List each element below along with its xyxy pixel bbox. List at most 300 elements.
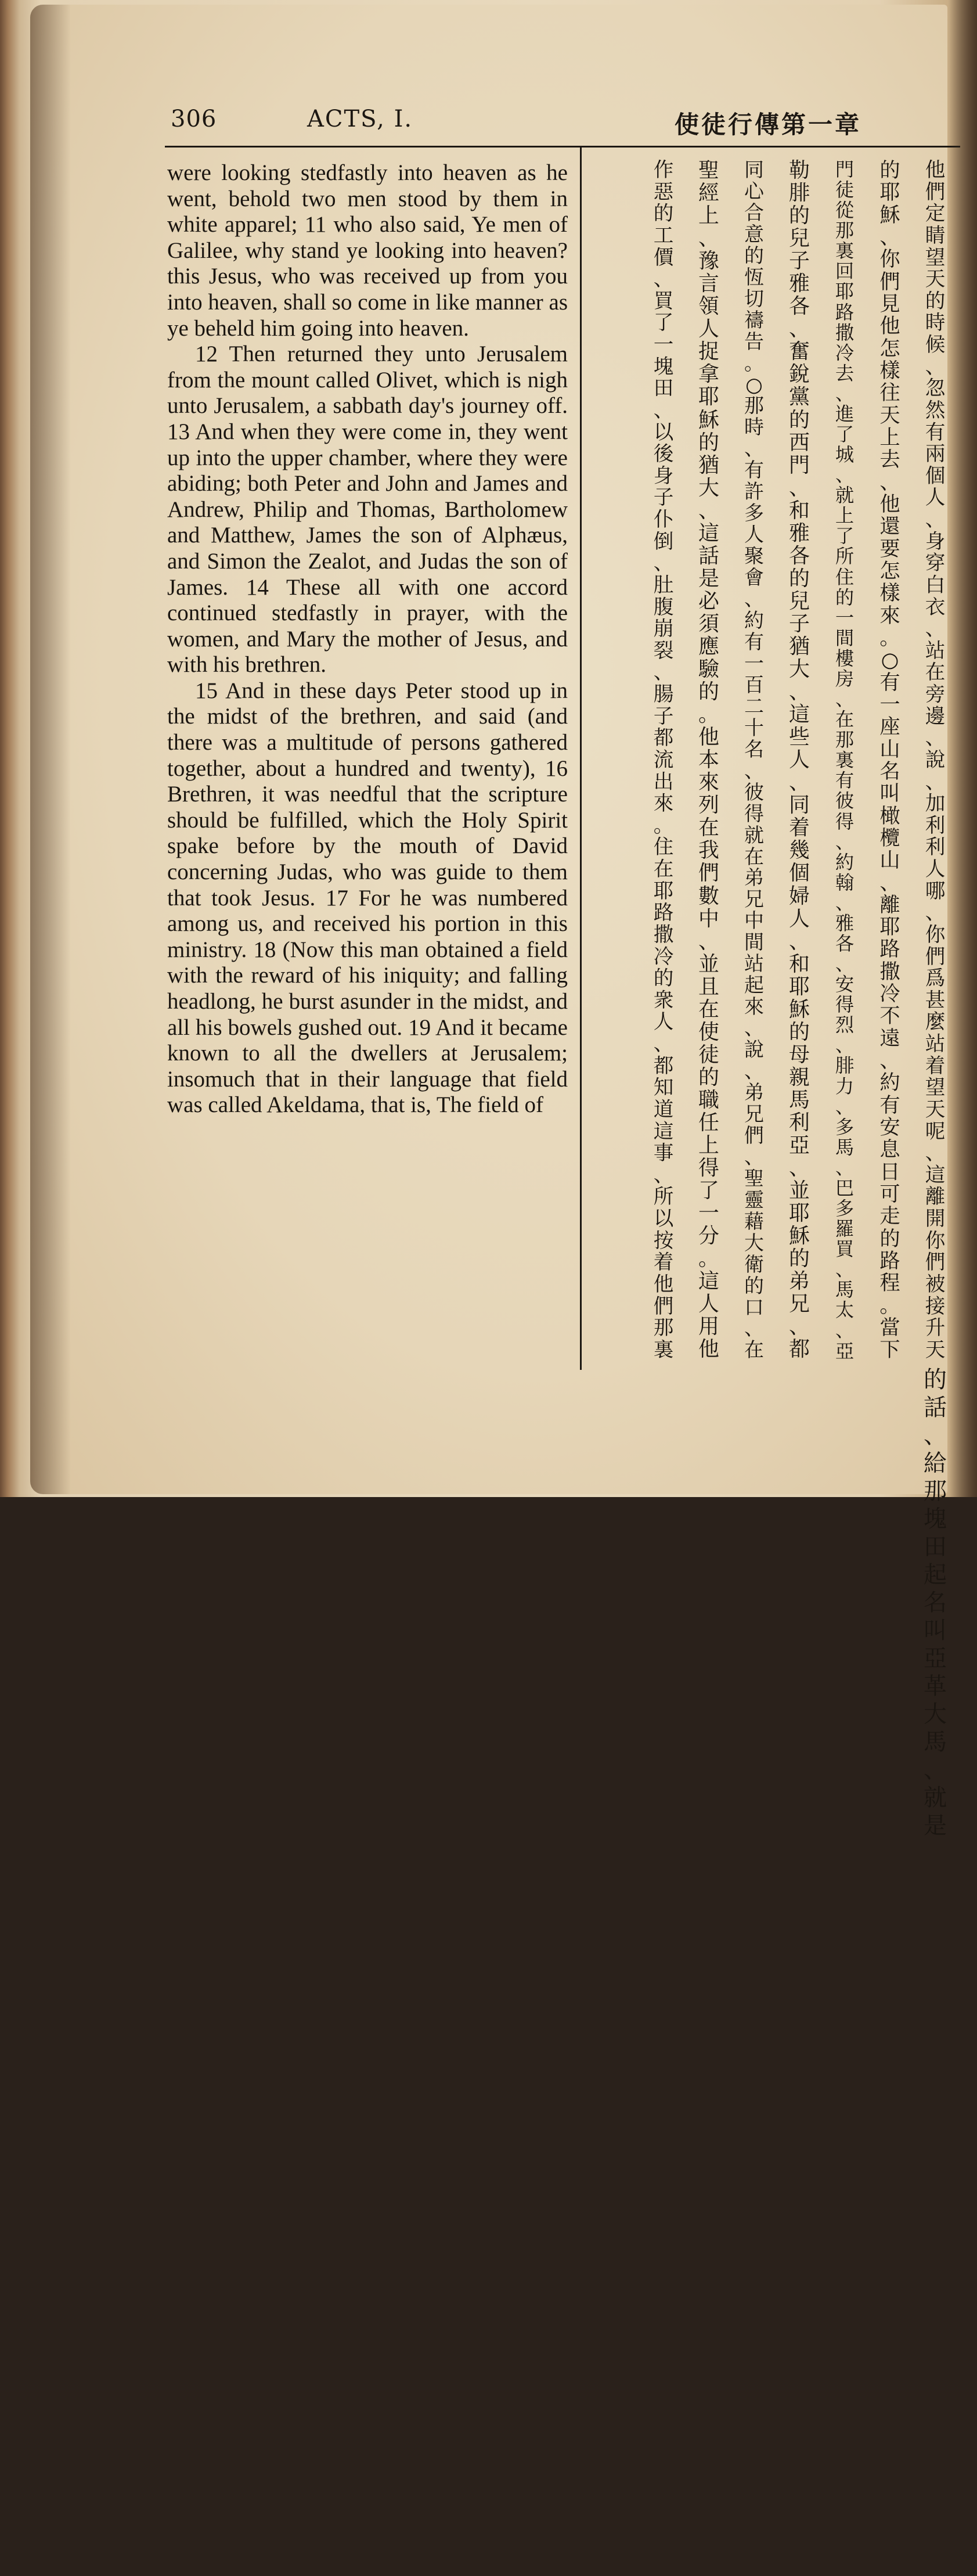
- chinese-char: 、: [835, 1034, 855, 1057]
- chinese-char: 睛: [925, 224, 946, 247]
- chinese-char: 大: [924, 1701, 947, 1728]
- chinese-char: 兩: [925, 442, 946, 466]
- chinese-char: 站: [925, 639, 946, 663]
- chinese-char: 穌: [698, 408, 719, 432]
- chinese-char: 、: [925, 726, 946, 750]
- chinese-char: 和: [789, 952, 810, 976]
- chinese-char: 回: [835, 260, 855, 283]
- chinese-char: 。: [698, 703, 719, 727]
- chinese-char: 程: [879, 1271, 900, 1296]
- chinese-char: 道: [653, 1098, 674, 1121]
- chinese-char: 的: [879, 1226, 900, 1251]
- chinese-char: 在: [744, 845, 764, 869]
- chinese-char: 話: [698, 544, 719, 568]
- chinese-char: 多: [835, 1197, 855, 1219]
- chinese-char: 雅: [789, 272, 810, 296]
- chinese-char: 撒: [835, 321, 855, 344]
- chinese-char: 升: [925, 1316, 946, 1340]
- chinese-char: 、: [789, 680, 810, 704]
- chinese-char: 在: [698, 816, 719, 840]
- chinese-char: 出: [653, 770, 674, 794]
- chinese-char: 裂: [653, 639, 674, 663]
- chinese-char: 、: [879, 225, 900, 249]
- chinese-char: 接: [925, 1294, 946, 1318]
- chinese-char: 路: [879, 937, 900, 962]
- chinese-char: 母: [789, 1042, 810, 1067]
- chinese-char: 怎: [879, 336, 900, 361]
- chinese-char: 裏: [835, 240, 855, 262]
- chinese-char: 都: [653, 726, 674, 750]
- chinese-char: 、: [835, 464, 855, 487]
- chinese-char: 冷: [653, 945, 674, 969]
- chinese-char: 的: [789, 204, 810, 228]
- chinese-char: 、: [879, 1049, 900, 1073]
- chinese-char: 身: [925, 530, 946, 553]
- chinese-char: 上: [698, 204, 719, 228]
- chinese-char: 西: [789, 430, 810, 455]
- chinese-char: 話: [924, 1394, 947, 1421]
- chinese-char: 在: [835, 708, 855, 731]
- chinese-char: 耶: [879, 915, 900, 940]
- chinese-char: 。: [879, 1293, 900, 1318]
- chinese-char: 田: [924, 1534, 947, 1560]
- chinese-char: 數: [698, 884, 719, 908]
- chinese-char: 切: [744, 287, 764, 311]
- chinese-char: 樣: [879, 358, 900, 383]
- chinese-char: 叫: [924, 1617, 947, 1644]
- page-edge-shadow: [949, 0, 977, 1497]
- chinese-char: 進: [835, 402, 855, 425]
- chinese-char: 多: [744, 502, 764, 526]
- chinese-char: 藉: [744, 1210, 764, 1233]
- chinese-char: 耶: [789, 974, 810, 999]
- chinese-char: 衆: [653, 988, 674, 1012]
- chinese-char: 人: [789, 906, 810, 931]
- chinese-char: 時: [925, 311, 946, 335]
- chinese-char: 合: [744, 201, 764, 225]
- chinese-char: 座: [879, 715, 900, 739]
- chinese-char: 任: [698, 1110, 719, 1135]
- chinese-char: 起: [744, 974, 764, 998]
- chinese-char: 弟: [789, 1269, 810, 1294]
- chinese-char: 告: [744, 330, 764, 354]
- chinese-char: 奮: [789, 340, 810, 364]
- chinese-char: 上: [698, 1134, 719, 1158]
- chinese-char: 撒: [879, 959, 900, 984]
- chinese-char: 他: [698, 725, 719, 750]
- chinese-char: 人: [925, 486, 946, 510]
- chinese-char: 間: [744, 931, 764, 955]
- chinese-char: 爲: [925, 967, 946, 991]
- chinese-char: 起: [924, 1562, 947, 1588]
- chinese-char: 捉: [698, 340, 719, 364]
- chinese-char: 這: [789, 703, 810, 727]
- chinese-char: 徒: [698, 1042, 719, 1067]
- chinese-char: 巴: [835, 1177, 855, 1199]
- chinese-char: 兄: [744, 1102, 764, 1126]
- chinese-char: 以: [653, 420, 674, 444]
- chinese-char: 十: [744, 716, 764, 740]
- chinese-char: 、: [744, 1017, 764, 1041]
- chinese-char: 遠: [879, 1026, 900, 1050]
- chinese-char: 是: [698, 566, 719, 591]
- chinese-char: 邊: [925, 704, 946, 728]
- chinese-char: 且: [698, 974, 719, 999]
- chinese-char: 們: [925, 180, 946, 204]
- chinese-char: 作: [653, 159, 674, 182]
- chinese-char: 耶: [789, 1201, 810, 1226]
- chinese-char: 應: [698, 634, 719, 659]
- chinese-char: 得: [698, 1156, 719, 1181]
- chinese-char: 本: [698, 748, 719, 772]
- page: [30, 5, 947, 1839]
- chinese-char: 經: [698, 181, 719, 206]
- chinese-char: 上: [879, 425, 900, 449]
- chinese-char: 羅: [835, 1218, 855, 1240]
- chinese-char: 、: [744, 1145, 764, 1169]
- chinese-char: 你: [925, 1229, 946, 1253]
- chinese-char: 有: [744, 459, 764, 483]
- chinese-char: 黨: [789, 385, 810, 409]
- chinese-char: 、: [925, 770, 946, 794]
- chinese-char: 大: [744, 1231, 764, 1255]
- chinese-char: 冷: [879, 982, 900, 1006]
- english-paragraph: 12 Then returned they unto Jerusalem from the mount called Olivet, which is nigh unto Jerusalem, a sabbath day's journey off. 13 And when they were come in, they went up into the upper chamber, where they were abiding; both Peter and John and James and Andrew, Philip and Thomas, Bartholomew and Matthew, James the son of Alphæus, and Simon the Zealot, and Judas the son of James. 14 These all with one accord continued stedfastly in prayer, with the women, and Mary the mother of Jesus, and with his brethren.: [167, 341, 568, 678]
- chinese-char: ○: [745, 373, 763, 397]
- chinese-char: 那: [653, 1316, 674, 1340]
- chinese-char: 在: [653, 858, 674, 881]
- chinese-char: 兒: [789, 589, 810, 613]
- chinese-char: 那: [835, 220, 855, 242]
- chinese-char: 兄: [789, 1292, 810, 1316]
- chinese-char: 百: [744, 673, 764, 697]
- chinese-char: 雅: [789, 521, 810, 545]
- chinese-char: 來: [653, 792, 674, 816]
- header-rule: [165, 146, 960, 147]
- chinese-char: 的: [698, 430, 719, 455]
- chinese-char: 、: [653, 398, 674, 422]
- chinese-char: 了: [835, 423, 855, 446]
- chinese-char: 人: [925, 858, 946, 881]
- chinese-char: 恆: [744, 265, 764, 289]
- chinese-char: 、: [744, 1317, 764, 1341]
- chinese-char: 身: [653, 464, 674, 488]
- chinese-char: 事: [653, 1142, 674, 1165]
- chinese-char: 的: [789, 408, 810, 432]
- chinese-char: 得: [835, 810, 855, 833]
- chinese-char: 拿: [698, 362, 719, 387]
- chinese-char: 耶: [698, 385, 719, 409]
- chinese-char: 工: [653, 224, 674, 247]
- chinese-char: 來: [879, 603, 900, 628]
- chinese-char: 穌: [789, 997, 810, 1021]
- chinese-char: 利: [925, 814, 946, 837]
- chinese-char: 、: [925, 1142, 946, 1165]
- chinese-char: 後: [653, 442, 674, 466]
- chinese-text-column: [593, 159, 953, 1839]
- chinese-char: 從: [835, 199, 855, 222]
- chinese-char: 、: [789, 317, 810, 341]
- chinese-char: 聖: [744, 1167, 764, 1190]
- chinese-char: 猶: [698, 453, 719, 477]
- spine-shadow: [30, 5, 71, 1494]
- chinese-char: 、: [653, 552, 674, 575]
- chinese-char: 、: [835, 1156, 855, 1179]
- chinese-char: 們: [925, 1251, 946, 1275]
- chinese-char: 名: [879, 759, 900, 783]
- chinese-char: 有: [744, 630, 764, 654]
- chinese-char: 倒: [653, 530, 674, 553]
- chinese-char: 穌: [879, 203, 900, 227]
- chinese-char: 約: [744, 609, 764, 633]
- chinese-char: 了: [698, 1179, 719, 1203]
- chinese-char: 、: [879, 470, 900, 494]
- chinese-char: 撒: [653, 923, 674, 947]
- chinese-char: 路: [835, 301, 855, 323]
- chinese-char: 幾: [789, 839, 810, 863]
- chinese-char: 亞: [835, 1340, 855, 1362]
- chinese-char: 子: [653, 486, 674, 510]
- chinese-char: 流: [653, 748, 674, 772]
- chinese-char: 忽: [925, 377, 946, 401]
- chinese-char: 路: [653, 901, 674, 925]
- chinese-char: 們: [744, 1124, 764, 1147]
- chinese-char: 領: [698, 294, 719, 319]
- chinese-char: 衛: [744, 1253, 764, 1276]
- chinese-char: 。: [879, 625, 900, 650]
- chinese-char: 們: [698, 861, 719, 886]
- chinese-char: 、: [879, 870, 900, 895]
- chinese-char: 、: [744, 759, 764, 783]
- chinese-char: 人: [698, 317, 719, 341]
- chinese-char: 必: [698, 589, 719, 613]
- chinese-char: 耶: [653, 879, 674, 903]
- chinese-char: 許: [744, 480, 764, 504]
- chinese-char: 、: [698, 226, 719, 251]
- chinese-char: 中: [744, 909, 764, 933]
- chinese-char: 所: [653, 1185, 674, 1209]
- chinese-char: 開: [925, 1207, 946, 1231]
- chinese-char: 可: [879, 1182, 900, 1207]
- chinese-char: 約: [879, 1071, 900, 1095]
- chinese-char: 站: [744, 952, 764, 976]
- chinese-char: 、: [835, 1258, 855, 1281]
- chinese-char: 、: [924, 1422, 947, 1449]
- chinese-char: 天: [925, 268, 946, 292]
- chinese-char: 呢: [925, 1120, 946, 1143]
- chinese-char: 翰: [835, 871, 855, 894]
- chinese-char: 、: [925, 901, 946, 925]
- chinese-char: 安: [879, 1116, 900, 1140]
- chinese-char: 住: [835, 566, 855, 588]
- chinese-char: 意: [744, 222, 764, 246]
- chinese-char: 見: [879, 292, 900, 316]
- page-number: 306: [171, 106, 217, 132]
- chinese-char: 、: [925, 617, 946, 641]
- chinese-char: 會: [744, 566, 764, 590]
- chinese-char: 有: [835, 769, 855, 792]
- chinese-char: 。: [698, 1247, 719, 1271]
- chinese-char: 馬: [789, 1088, 810, 1112]
- chinese-char: 樓: [835, 647, 855, 670]
- chinese-char: 聖: [698, 159, 719, 182]
- chinese-char: 各: [789, 544, 810, 568]
- chinese-char: 被: [925, 1272, 946, 1296]
- chinese-char: 革: [924, 1673, 947, 1700]
- chinese-char: 烈: [835, 1014, 855, 1037]
- chinese-char: 、: [925, 508, 946, 531]
- chinese-char: 這: [698, 521, 719, 545]
- chinese-char: 、: [835, 1095, 855, 1118]
- chinese-char: 塊: [653, 355, 674, 379]
- chinese-char: 崩: [653, 617, 674, 641]
- chinese-char: 都: [789, 1337, 810, 1362]
- chinese-char: 當: [879, 1316, 900, 1340]
- chinese-char: 了: [835, 525, 855, 548]
- chinese-char: 都: [653, 1054, 674, 1078]
- chinese-char: 子: [653, 704, 674, 728]
- chinese-char: 耶: [835, 280, 855, 303]
- chinese-char: 、: [744, 437, 764, 461]
- english-paragraph: were looking stedfastly into heaven as he went, behold two men stood by them in white apparel; 11 who also said, Ye men of Galilee, why stand ye looking into heaven? this Jesus, who was received up from you into heaven, shall so come in like manner as ye beheld him going into heaven.: [167, 160, 568, 341]
- chinese-char: 利: [789, 1110, 810, 1135]
- chinese-char: 中: [698, 906, 719, 931]
- chinese-char: 來: [744, 995, 764, 1019]
- chinese-char: 價: [653, 246, 674, 269]
- chinese-char: 房: [835, 667, 855, 690]
- chinese-char: 的: [924, 1366, 947, 1393]
- chinese-char: 安: [835, 973, 855, 996]
- chinese-char: 裏: [835, 749, 855, 772]
- chinese-char: 一: [698, 1201, 719, 1226]
- chinese-char: 亞: [924, 1645, 947, 1672]
- chinese-char: 去: [835, 362, 855, 384]
- chinese-char: 你: [879, 247, 900, 272]
- chinese-char: 他: [653, 1272, 674, 1296]
- chinese-char: 在: [925, 661, 946, 685]
- chinese-char: 須: [698, 611, 719, 636]
- chinese-char: 人: [789, 748, 810, 772]
- chinese-char: 往: [879, 381, 900, 405]
- chinese-char: 穿: [925, 552, 946, 575]
- chinese-char: 約: [835, 851, 855, 873]
- chinese-char: 在: [744, 1339, 764, 1362]
- chinese-char: 人: [653, 1010, 674, 1034]
- chinese-char: 一: [835, 606, 855, 629]
- chinese-char: 兒: [789, 226, 810, 251]
- chinese-char: 上: [835, 505, 855, 527]
- chinese-char: 、: [835, 382, 855, 405]
- chinese-char: 買: [835, 1238, 855, 1261]
- chinese-char: 望: [925, 1076, 946, 1100]
- chinese-char: 欖: [879, 826, 900, 850]
- chinese-char: 給: [924, 1450, 947, 1477]
- page-header: [30, 5, 947, 144]
- chinese-char: 太: [835, 1299, 855, 1322]
- chinese-char: 豫: [698, 249, 719, 274]
- chinese-char: 着: [925, 1054, 946, 1078]
- chinese-char: 叫: [879, 782, 900, 806]
- chinese-char: 按: [653, 1229, 674, 1253]
- chinese-char: 知: [653, 1076, 674, 1100]
- english-paragraph: 15 And in these days Peter stood up in the midst of the brethren, and said (and there was a multitude of persons gathered together, about a hundred and twenty), 16 Brethren, it was needful that the scripture should be fulfilled, which the Holy Spirit spake before by the mouth of David concerning Judas, who was guide to them that took Jesus. 17 For he was numbered among us, and received his portion in this ministry. 18 (Now this man obtained a field with the reward of his iniquity; and falling headlong, he burst asunder in the midst, and all his bowels gushed out. 19 And it became known to all the dwellers at Jerusalem; insomuch that in their language that field was called Akeldama, that is, The field of: [167, 678, 568, 1118]
- chinese-char: 勒: [789, 159, 810, 182]
- chinese-char: 仆: [653, 508, 674, 531]
- chinese-char: 說: [925, 748, 946, 772]
- chinese-char: 有: [879, 1093, 900, 1117]
- chinese-line: [827, 160, 863, 1368]
- chinese-char: 橄: [879, 804, 900, 828]
- chinese-char: 彼: [744, 780, 764, 804]
- chinese-char: 穌: [789, 1224, 810, 1249]
- chinese-char: 站: [925, 1032, 946, 1056]
- chinese-line: [691, 160, 727, 1368]
- chinese-char: 驗: [698, 657, 719, 682]
- chinese-char: 要: [879, 537, 900, 561]
- chinese-char: 衣: [925, 595, 946, 619]
- chinese-char: 子: [789, 611, 810, 636]
- chinese-char: 、: [653, 661, 674, 685]
- chinese-char: 那: [924, 1478, 947, 1505]
- chinese-char: 他: [879, 492, 900, 516]
- chinese-char: 的: [698, 680, 719, 704]
- chinese-char: 同: [789, 793, 810, 818]
- chinese-line: [646, 160, 682, 1368]
- chinese-char: 去: [879, 448, 900, 472]
- chinese-char: 職: [698, 1088, 719, 1112]
- chinese-char: 息: [879, 1138, 900, 1162]
- chinese-char: 名: [744, 737, 764, 761]
- chinese-char: 彼: [835, 790, 855, 812]
- chinese-char: 親: [789, 1065, 810, 1089]
- chinese-char: 們: [925, 945, 946, 969]
- chinese-char: 個: [925, 464, 946, 488]
- chinese-char: 的: [879, 159, 900, 182]
- chinese-char: 分: [698, 1224, 719, 1249]
- chinese-char: 人: [744, 523, 764, 547]
- chinese-char: 望: [925, 246, 946, 269]
- chinese-char: 靈: [744, 1188, 764, 1212]
- chinese-char: 不: [879, 1004, 900, 1028]
- chinese-char: 有: [879, 670, 900, 695]
- chinese-char: 猶: [789, 634, 810, 659]
- chinese-char: 。: [653, 814, 674, 837]
- chinese-char: 大: [698, 476, 719, 500]
- chinese-char: 多: [835, 1116, 855, 1138]
- chinese-char: 、: [835, 1319, 855, 1342]
- chinese-char: 腓: [789, 181, 810, 206]
- chinese-char: 天: [925, 1098, 946, 1121]
- chinese-char: 的: [744, 1274, 764, 1298]
- chinese-char: 麼: [925, 1010, 946, 1034]
- chinese-char: 、: [924, 1757, 947, 1783]
- chinese-char: 、: [789, 1315, 810, 1339]
- chinese-char: 哪: [925, 879, 946, 903]
- chinese-char: 這: [698, 1269, 719, 1294]
- chinese-char: 、: [698, 498, 719, 523]
- chinese-char: 各: [835, 932, 855, 955]
- chinese-char: 樣: [879, 581, 900, 606]
- chinese-char: 禱: [744, 308, 764, 332]
- chinese-line: [917, 1368, 953, 2576]
- chinese-char: 他: [925, 159, 946, 182]
- chinese-line: [872, 160, 908, 1368]
- chinese-char: 口: [744, 1296, 764, 1319]
- chinese-char: 就: [835, 484, 855, 507]
- chinese-char: 他: [698, 1337, 719, 1362]
- chinese-char: 的: [789, 1247, 810, 1271]
- chinese-char: 惡: [653, 180, 674, 204]
